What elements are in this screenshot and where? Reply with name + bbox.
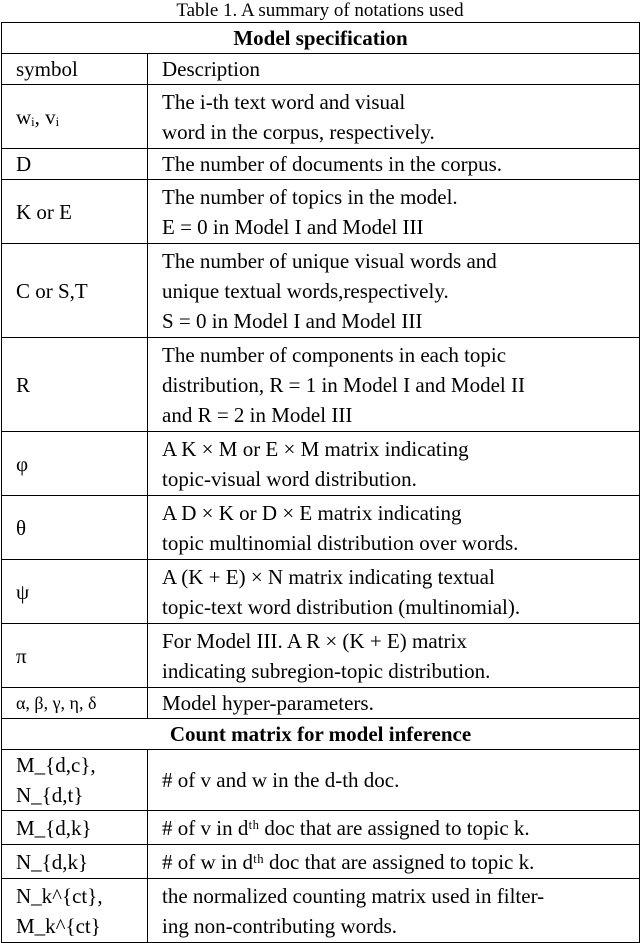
symbol-cell: α, β, γ, η, δ: [2, 688, 148, 719]
count-matrix-body: [2, 750, 640, 943]
symbol-cell: ψ: [2, 560, 148, 624]
table-row: [2, 244, 640, 338]
symbol-cell: φ: [2, 432, 148, 496]
description-line: topic multinomial distribution over words.: [162, 530, 519, 555]
section-title-model-spec: Model specification: [2, 23, 640, 54]
symbol-cell: M_{d,c}, N_{d,t}: [2, 750, 148, 811]
description-cell: [148, 180, 640, 244]
description-cell: [148, 432, 640, 496]
description-cell: [148, 845, 640, 879]
table-row: [2, 180, 640, 244]
description-line: S = 0 in Model I and Model III: [162, 308, 423, 333]
description-line: The number of documents in the corpus.: [162, 152, 502, 176]
notation-table: [1, 22, 640, 943]
description-line: The number of unique visual words and: [162, 248, 497, 273]
description-cell: [148, 149, 640, 180]
description-cell: [148, 560, 640, 624]
description-cell: [148, 879, 640, 943]
description-line: unique textual words,respectively.: [162, 278, 449, 303]
description-line: ing non-contributing words.: [162, 913, 398, 938]
table-row: [2, 879, 640, 943]
description-line: A D × K or D × E matrix indicating: [162, 500, 462, 525]
table-row: [2, 338, 640, 432]
column-header-row: [2, 54, 640, 85]
table-row: [2, 688, 640, 719]
description-line: The number of topics in the model.: [162, 184, 458, 209]
column-header-symbol: symbol: [2, 54, 148, 85]
description-cell: [148, 244, 640, 338]
section-header-row: [2, 23, 640, 54]
description-cell: [148, 624, 640, 688]
description-line: topic-visual word distribution.: [162, 466, 417, 491]
description-line: the normalized counting matrix used in filter-: [162, 883, 545, 908]
table-row: [2, 624, 640, 688]
table-row: [2, 750, 640, 811]
description-line: The i-th text word and visual: [162, 89, 406, 114]
description-cell: [148, 496, 640, 560]
description-cell: [148, 750, 640, 811]
symbol-cell: R: [2, 338, 148, 432]
table-row: [2, 432, 640, 496]
description-line: A (K + E) × N matrix indicating textual: [162, 564, 495, 589]
description-line: Model hyper-parameters.: [162, 691, 374, 715]
description-line: For Model III. A R × (K + E) matrix: [162, 628, 467, 653]
symbol-cell: θ: [2, 496, 148, 560]
symbol-cell: M_{d,k}: [2, 811, 148, 845]
description-line: distribution, R = 1 in Model I and Model II: [162, 372, 525, 397]
description-cell: [148, 338, 640, 432]
symbol-cell: N_k^{ct}, M_k^{ct}: [2, 879, 148, 943]
symbol-cell: C or S,T: [2, 244, 148, 338]
description-line: indicating subregion-topic distribution.: [162, 658, 491, 683]
table-row: [2, 496, 640, 560]
description-line: and R = 2 in Model III: [162, 402, 353, 427]
section-title-count-matrix: Count matrix for model inference: [2, 719, 640, 750]
symbol-cell: wᵢ, vᵢ: [2, 85, 148, 149]
description-line: A K × M or E × M matrix indicating: [162, 436, 469, 461]
description-line: # of v and w in the d-th doc.: [162, 768, 400, 792]
section-header-row: [2, 719, 640, 750]
description-cell: [148, 688, 640, 719]
symbol-cell: π: [2, 624, 148, 688]
description-line: # of v in dᵗʰ doc that are assigned to topic k.: [162, 815, 530, 840]
table-row: [2, 85, 640, 149]
table-caption: Table 1. A summary of notations used: [176, 0, 464, 21]
description-line: E = 0 in Model I and Model III: [162, 214, 424, 239]
symbol-cell: D: [2, 149, 148, 180]
symbol-cell: N_{d,k}: [2, 845, 148, 879]
model-spec-body: [2, 85, 640, 719]
description-line: # of w in dᵗʰ doc that are assigned to topic k.: [162, 849, 535, 874]
description-cell: [148, 85, 640, 149]
symbol-cell: K or E: [2, 180, 148, 244]
table-row: [2, 845, 640, 879]
column-header-description: Description: [148, 54, 640, 85]
table-row: [2, 149, 640, 180]
table-row: [2, 560, 640, 624]
table-row: [2, 811, 640, 845]
description-line: word in the corpus, respectively.: [162, 119, 435, 144]
description-cell: [148, 811, 640, 845]
description-line: topic-text word distribution (multinomial).: [162, 594, 521, 619]
description-line: The number of components in each topic: [162, 342, 507, 367]
